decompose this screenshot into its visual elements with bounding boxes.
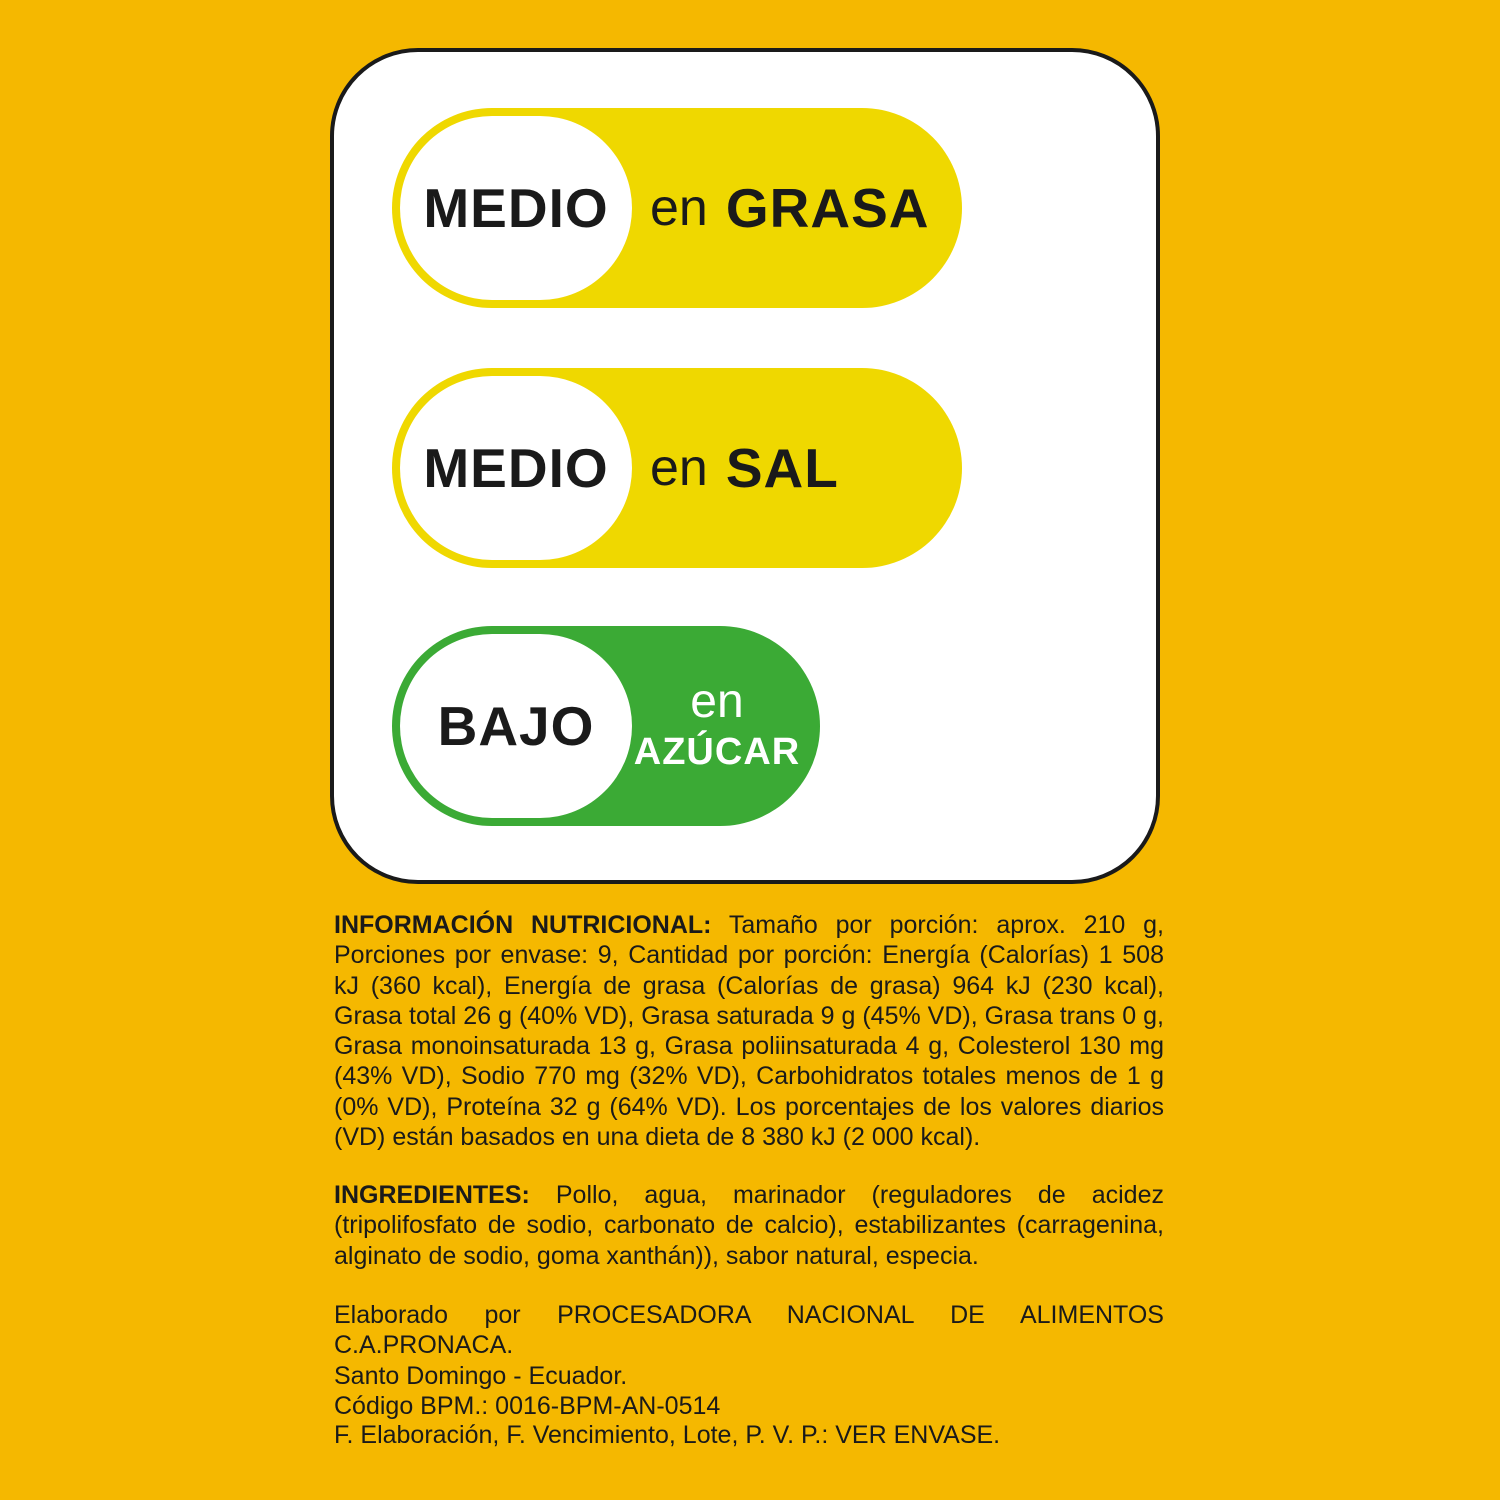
- sugar-level-text: BAJO: [400, 634, 632, 818]
- manufacturer-location: Santo Domingo - Ecuador.: [334, 1361, 628, 1390]
- nutrition-info-paragraph: [334, 910, 1164, 1152]
- salt-level-badge: [392, 368, 962, 568]
- ingredients-text: Pollo, agua, marinador (reguladores de acidez (tripolifosfato de sodio, carbonato de calcio), estabilizantes (carragenina, alginato de sodio, goma xanthán)), sabor natural, especia.: [334, 1181, 1164, 1270]
- salt-level-text: MEDIO: [400, 376, 632, 560]
- sugar-connector: en: [690, 675, 744, 728]
- salt-nutrient-name: SAL: [725, 437, 839, 499]
- fat-level-badge: [392, 108, 962, 308]
- salt-connector: en: [650, 439, 708, 497]
- manufacturer-info: [334, 1300, 1164, 1421]
- dates-lot-price-note: F. Elaboración, F. Vencimiento, Lote, P. V. P.: VER ENVASE.: [334, 1421, 1001, 1449]
- ingredients-paragraph: [334, 1180, 1164, 1271]
- fat-connector: en: [650, 179, 708, 237]
- fat-nutrient-name: GRASA: [725, 177, 930, 239]
- sugar-level-badge: [392, 626, 820, 826]
- manufacturer-line: Elaborado por PROCESADORA NACIONAL DE ALIMENTOS C.A.PRONACA.: [334, 1301, 1164, 1360]
- bpm-code: Código BPM.: 0016-BPM-AN-0514: [334, 1391, 721, 1420]
- sugar-nutrient-name: AZÚCAR: [633, 731, 801, 773]
- nutrition-info-label: INFORMACIÓN NUTRICIONAL:: [334, 911, 712, 939]
- nutrition-info-text: Tamaño por porción: aprox. 210 g, Porciones por envase: 9, Cantidad por porción: Energía (Calorías) 1 508 kJ (360 kcal), Energía de grasa (Calorías de grasa) 964 kJ (230 kcal), Grasa total 26 g (40% VD), Grasa saturada 9 g (45% VD), Grasa trans 0 g, Grasa monoinsaturada 13 g, Grasa poliinsaturada 4 g, Colesterol 130 mg (43% VD), Sodio 770 mg (32% VD), Carbohidratos totales menos de 1 g (0% VD), Proteína 32 g (64% VD). Los porcentajes de los valores diarios (VD) están basados en una dieta de 8 380 kJ (2 000 kcal).: [334, 911, 1164, 1152]
- ingredients-label: INGREDIENTES:: [334, 1181, 530, 1209]
- traffic-light-label-panel: [330, 48, 1160, 884]
- fat-level-text: MEDIO: [400, 116, 632, 300]
